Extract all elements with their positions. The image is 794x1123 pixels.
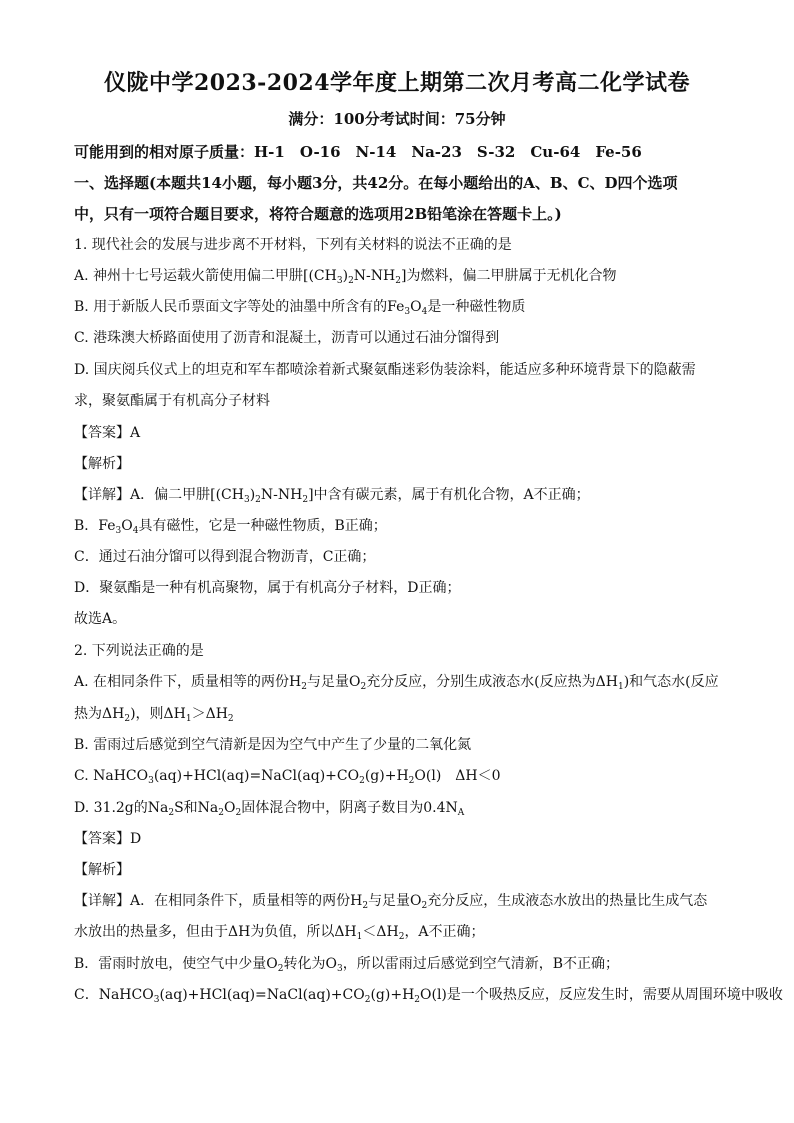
q1-detail-b: B．$Fe_3O_4$具有磁性，它是一种磁性物质，B正确； — [74, 518, 387, 536]
q1-option-d-line-2: 求，聚氨酯属于有机高分子材料 — [74, 393, 270, 409]
q2-analysis-label: 【解析】 — [74, 862, 130, 878]
q2-option-d: D. 31.2g的$Na_2S$和$Na_2O_2$固体混合物中，阴离子数目为$0.4N_A$ — [74, 800, 465, 818]
q1-answer: 【答案】A — [74, 425, 141, 441]
q2-detail-a-line-1: 【详解】A．在相同条件下，质量相等的两份$H_2$与足量$O_2$充分反应，生成液态水放出的热量比生成气态 — [74, 893, 708, 911]
q1-option-a: A. 神州十七号运载火箭使用偏二甲肼$[(CH_3)_2N-NH_2]$为燃料，偏二甲肼属于无机化合物 — [74, 268, 617, 286]
page-title: 仪陇中学2023-2024学年度上期第二次月考高二化学试卷 — [103, 70, 691, 96]
q2-option-a-line-1: A. 在相同条件下，质量相等的两份$H_2$与足量$O_2$充分反应，分别生成液态水(反应热为$\Delta H_1$)和气态水(反应 — [74, 674, 719, 692]
q2-option-b: B. 雷雨过后感觉到空气清新是因为空气中产生了少量的二氧化氮 — [74, 737, 472, 753]
atomic-masses: 可能用到的相对原子质量：H-1 O-16 N-14 Na-23 S-32 Cu-64 Fe-56 — [74, 143, 642, 161]
q2-detail-b: B．雷雨时放电，使空气中少量$O_2$转化为$O_3$，所以雷雨过后感觉到空气清新，B不正确； — [74, 956, 620, 974]
q1-detail-a: 【详解】A．偏二甲肼$[(CH_3)_2N-NH_2]$中含有碳元素，属于有机化合物，A不正确； — [74, 487, 590, 505]
q2-option-c: C. $NaHCO_3(aq)+HCl(aq)=NaCl(aq)+CO_2(g)+H_2O(l)$ ΔH＜0 — [74, 768, 501, 786]
q1-stem: 1. 现代社会的发展与进步离不开材料，下列有关材料的说法不正确的是 — [74, 237, 512, 253]
q2-stem: 2. 下列说法正确的是 — [74, 643, 204, 659]
q2-answer: 【答案】D — [74, 831, 142, 847]
q1-option-b: B. 用于新版人民币票面文字等处的油墨中所含有的$Fe_3O_4$是一种磁性物质 — [74, 299, 526, 317]
section-heading-line-2: 中，只有一项符合题目要求，将符合题意的选项用2B铅笔涂在答题卡上。) — [74, 205, 562, 223]
q1-detail-d: D．聚氨酯是一种有机高聚物，属于有机高分子材料，D正确； — [74, 580, 461, 596]
q1-option-d-line-1: D. 国庆阅兵仪式上的坦克和军车都喷涂着新式聚氨酯迷彩伪装涂料，能适应多种环境背景下的隐蔽需 — [74, 362, 696, 378]
q1-option-c: C. 港珠澳大桥路面使用了沥青和混凝土，沥青可以通过石油分馏得到 — [74, 330, 500, 346]
q2-detail-c: C．$NaHCO_3(aq)+HCl(aq)=NaCl(aq)+CO_2(g)+H_2O(l)$是一个吸热反应，反应发生时，需要从周围环境中吸收 — [74, 987, 783, 1005]
q2-option-a-line-2: 热为$\Delta H_2$)，则$\Delta H_1>\Delta H_2$ — [74, 706, 234, 724]
section-heading-line-1: 一、选择题(本题共14小题，每小题3分，共42分。在每小题给出的A、B、C、D四个选项 — [74, 174, 678, 192]
q2-detail-a-line-2: 水放出的热量多，但由于ΔH为负值，所以$\Delta H_1<\Delta H_2$，A不正确； — [74, 924, 485, 942]
q1-analysis-label: 【解析】 — [74, 456, 130, 472]
q1-detail-c: C．通过石油分馏可以得到混合物沥青，C正确； — [74, 549, 376, 565]
q1-conclusion: 故选A。 — [74, 611, 127, 627]
exam-info: 满分：100分考试时间：75分钟 — [288, 110, 506, 128]
